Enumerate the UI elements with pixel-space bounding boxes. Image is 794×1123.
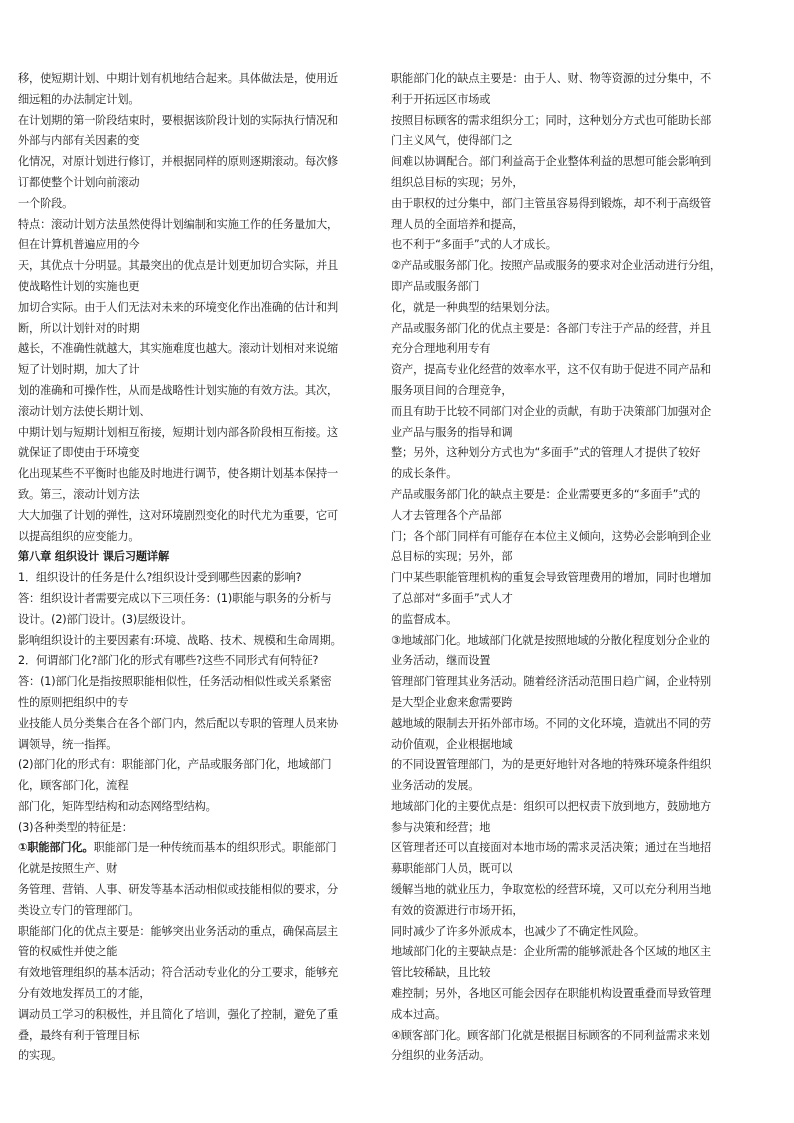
right-text-line: 组织总目标的实现；另外， <box>391 175 524 189</box>
right-text-line: 间难以协调配合。部门利益高于企业整体利益的思想可能会影响到 <box>391 155 712 169</box>
right-text-line: 参与决策和经营；地 <box>391 820 491 834</box>
left-text-line: 订都使整个计划向前滚动 <box>18 175 140 189</box>
right-text-line: 人才去管理各个产品部 <box>391 508 502 522</box>
right-text-line: 缓解当地的就业压力，争取宽松的经营环境，又可以充分利用当地 <box>391 883 712 897</box>
left-text-line: 答：(1)部门化是指按照职能相似性，任务活动相似性或关系紧密 <box>18 675 332 689</box>
right-text-line: 即产品或服务部门 <box>391 279 480 293</box>
right-text-line: 产品或服务部门化的缺点主要是：企业需要更多的“多面手”式的 <box>391 487 701 501</box>
right-text-line: 的不同设置管理部门，为的是更好地针对各地的特殊环境条件组织 <box>391 758 712 772</box>
left-text-line <box>18 838 373 859</box>
right-text-line: 服务项目间的合理竞争， <box>391 383 513 397</box>
right-text-line: 化，就是一种典型的结果划分法。 <box>391 300 557 314</box>
left-text-line: 短了计划时期，加大了计 <box>18 363 140 377</box>
right-text-line: 难控制；另外，各地区可能会因存在职能机构设置重叠而导致管理 <box>391 987 712 1001</box>
left-text-line: 断，所以计划针对的时期 <box>18 321 140 335</box>
left-text-line: 使战略性计划的实施也更 <box>18 279 140 293</box>
left-text-line: 外部与内部有关因素的变 <box>18 134 140 148</box>
left-text-line: 职能部门化的优点主要是：能够突出业务活动的重点，确保高层主 <box>18 924 339 938</box>
right-text-line: 管理部门管理其业务活动。随着经济活动范围日趋广阔，企业特别 <box>391 675 712 689</box>
right-text-line: 而且有助于比较不同部门对企业的贡献，有助于决策部门加强对企 <box>391 404 712 418</box>
right-text-line: 了总部对“多面手”式人才 <box>391 591 513 605</box>
right-text-line: 整；另外，这种划分方式也为“多面手”式的管理人才提供了较好 <box>391 446 701 460</box>
section-lead-rest: 职能部门是一种传统而基本的组织形式。职能部门 <box>93 841 337 855</box>
left-text-line: 叠，最终有利于管理目标 <box>18 1028 140 1042</box>
left-text-line: 但在计算机普遍应用的今 <box>18 238 140 252</box>
right-text-line: 的监督成本。 <box>391 612 458 626</box>
right-text-line: 管比较稀缺，且比较 <box>391 966 491 980</box>
left-text-line: 特点：滚动计划方法虽然使得计划编制和实施工作的任务量加大， <box>18 217 339 231</box>
right-text-line: 利于开拓远区市场或 <box>391 92 491 106</box>
left-text-line: 化，顾客部门化，流程 <box>18 779 129 793</box>
left-text-line: 分有效地发挥员工的才能， <box>18 987 151 1001</box>
left-text-column <box>18 69 373 1067</box>
right-text-line: 也不利于“多面手”式的人才成长。 <box>391 238 557 252</box>
left-text-line: 2．何谓部门化?部门化的形式有哪些?这些不同形式有何特征? <box>18 654 319 668</box>
left-text-line: 性的原则把组织中的专 <box>18 695 129 709</box>
left-text-line: 致。第三，滚动计划方法 <box>18 487 140 501</box>
right-text-line: 门主义风气，使得部门之 <box>391 134 513 148</box>
right-text-line: 的成长条件。 <box>391 467 458 481</box>
left-text-line: 答：组织设计者需要完成以下三项任务：(1)职能与职务的分析与 <box>18 591 332 605</box>
right-text-column <box>391 69 746 1067</box>
right-text-line: 充分合理地利用专有 <box>391 342 491 356</box>
right-text-line: 地域部门化的主要优点是：组织可以把权责下放到地方，鼓励地方 <box>391 799 712 813</box>
left-text-line: 影响组织设计的主要因素有:环境、战略、技术、规模和生命周期。 <box>18 633 342 647</box>
right-text-line: 业务活动，继而设置 <box>391 654 491 668</box>
left-text-line: 天，其优点十分明显。其最突出的优点是计划更加切合实际，并且 <box>18 259 339 273</box>
section-lead: ①职能部门化。 <box>18 841 94 855</box>
left-text-line: 业技能人员分类集合在各个部门内，然后配以专职的管理人员来协 <box>18 716 339 730</box>
right-text-line: 理人员的全面培养和提高， <box>391 217 524 231</box>
left-text-line: 移，使短期计划、中期计划有机地结合起来。具体做法是，使用近 <box>18 72 339 85</box>
right-text-line: 分组织的业务活动。 <box>391 1049 491 1063</box>
right-text-line: 越地域的限制去开拓外部市场。不同的文化环境，造就出不同的劳 <box>391 716 712 730</box>
right-text-line: 同时减少了许多外派成本，也减少了不确定性风险。 <box>391 924 645 938</box>
right-text-line: 募职能部门人员，既可以 <box>391 862 513 876</box>
left-text-line: 大大加强了计划的弹性，这对环境剧烈变化的时代尤为重要，它可 <box>18 508 339 522</box>
right-text-line: ②产品或服务部门化。按照产品或服务的要求对企业活动进行分组， <box>391 259 721 273</box>
right-text-line: 职能部门化的缺点主要是：由于人、财、物等资源的过分集中，不 <box>391 72 712 85</box>
left-text-line: 部门化，矩阵型结构和动态网络型结构。 <box>18 799 217 813</box>
left-text-line: 设计。(2)部门设计。(3)层级设计。 <box>18 612 193 626</box>
left-text-line: 化出现某些不平衡时也能及时地进行调节，使各期计划基本保持一 <box>18 467 339 481</box>
left-text-line: (3)各种类型的特征是： <box>18 820 133 834</box>
left-text-line: 一个阶段。 <box>18 196 74 210</box>
right-text-line: 动价值观，企业根据地域 <box>391 737 513 751</box>
right-text-line: 业务活动的发展。 <box>391 779 480 793</box>
right-text-line: ③地域部门化。地域部门化就是按照地域的分散化程度划分企业的 <box>391 633 710 647</box>
right-text-line: 按照目标顾客的需求组织分工；同时，这种划分方式也可能助长部 <box>391 113 712 127</box>
left-text-line: 类设立专门的管理部门。 <box>18 903 140 917</box>
left-text-line: (2)部门化的形式有：职能部门化，产品或服务部门化，地域部门 <box>18 758 332 772</box>
left-text-line: 中期计划与短期计划相互衔接，短期计划内部各阶段相互衔接。这 <box>18 425 339 439</box>
left-text-line: 有效地管理组织的基本活动；符合活动专业化的分工要求，能够充 <box>18 966 339 980</box>
right-text-line: 成本过高。 <box>391 1007 447 1021</box>
right-text-line: 是大型企业愈来愈需要跨 <box>391 695 513 709</box>
right-text-line: 有效的资源进行市场开拓， <box>391 903 524 917</box>
left-text-line: 调领导，统一指挥。 <box>18 737 118 751</box>
left-text-line: 以提高组织的应变能力。 <box>18 529 140 543</box>
left-text-line: 在计划期的第一阶段结束时，要根据该阶段计划的实际执行情况和 <box>18 113 339 127</box>
left-text-line: 就保证了即使由于环境变 <box>18 446 140 460</box>
right-text-line: 门中某些职能管理机构的重复会导致管理费用的增加，同时也增加 <box>391 571 712 585</box>
left-text-line: 细远粗的办法制定计划。 <box>18 92 140 106</box>
right-text-line: 由于职权的过分集中，部门主管虽容易得到锻炼，却不利于高级管 <box>391 196 712 210</box>
right-text-line: 业产品与服务的指导和调 <box>391 425 513 439</box>
right-text-line: 产品或服务部门化的优点主要是：各部门专注于产品的经营，并且 <box>391 321 712 335</box>
left-text-line: 滚动计划方法使长期计划、 <box>18 404 151 418</box>
right-text-line: 区管理者还可以直接面对本地市场的需求灵活决策；通过在当地招 <box>391 841 712 855</box>
left-text-line: 的实现。 <box>18 1049 63 1063</box>
left-text-line: 划的准确和可操作性，从而是战略性计划实施的有效方法。其次， <box>18 383 339 397</box>
left-text-line: 管的权威性并使之能 <box>18 945 118 959</box>
right-text-line: 总目标的实现；另外，部 <box>391 550 513 564</box>
left-text-line: 化就是按照生产、财 <box>18 862 118 876</box>
left-text-line: 越长，不准确性就越大，其实施难度也越大。滚动计划相对来说缩 <box>18 342 339 356</box>
right-text-line: 资产，提高专业化经营的效率水平，这不仅有助于促进不同产品和 <box>391 363 712 377</box>
left-text-line: 化情况，对原计划进行修订，并根据同样的原则逐期滚动。每次修 <box>18 155 339 169</box>
left-text-line: 1．组织设计的任务是什么?组织设计受到哪些因素的影响? <box>18 571 302 585</box>
right-text-line: ④顾客部门化。顾客部门化就是根据目标顾客的不同利益需求来划 <box>391 1028 710 1042</box>
chapter-heading: 第八章 组织设计 课后习题详解 <box>18 550 169 564</box>
left-text-line: 加切合实际。由于人们无法对未来的环境变化作出准确的估计和判 <box>18 300 339 314</box>
left-text-line: 调动员工学习的积极性，并且简化了培训，强化了控制，避免了重 <box>18 1007 339 1021</box>
right-text-line: 门；各个部门同样有可能存在本位主义倾向，这势必会影响到企业 <box>391 529 712 543</box>
left-text-line: 务管理、营销、人事、研发等基本活动相似或技能相似的要求，分 <box>18 883 339 897</box>
right-text-line: 地域部门化的主要缺点是：企业所需的能够派赴各个区域的地区主 <box>391 945 712 959</box>
